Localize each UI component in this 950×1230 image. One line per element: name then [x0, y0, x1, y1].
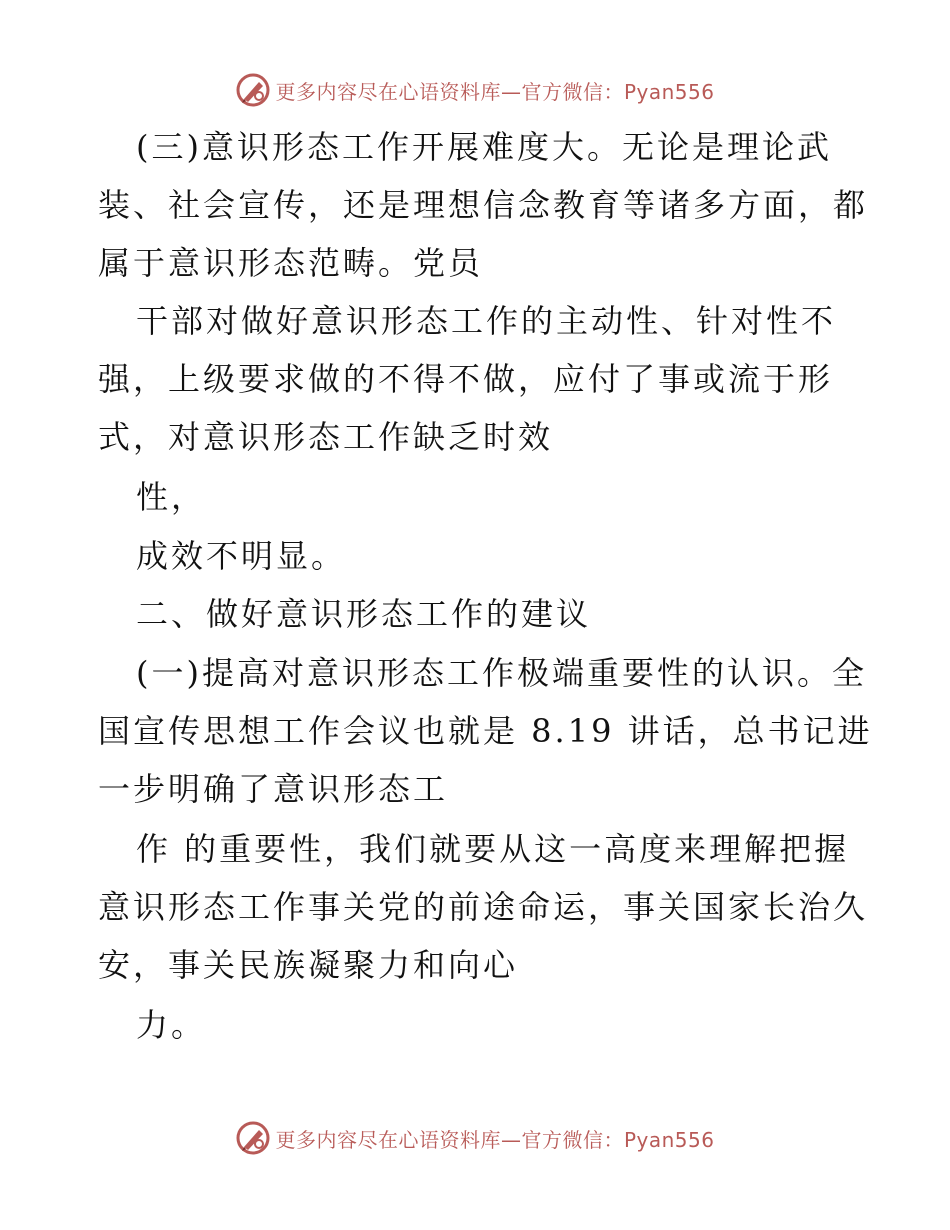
body-line: (一)提高对意识形态工作极端重要性的认识。全 — [136, 654, 867, 692]
body-line: 强，上级要求做的不得不做，应付了事或流于形 — [98, 360, 834, 398]
pen-logo-icon — [235, 1120, 271, 1156]
body-line: 安，事关民族凝聚力和向心 — [98, 946, 519, 984]
body-line: 干部对做好意识形态工作的主动性、针对性不 — [136, 302, 837, 340]
footer-banner — [0, 1118, 950, 1158]
header-banner-text: 更多内容尽在心语资料库—官方微信：Pyan556 — [275, 79, 715, 104]
footer-banner-text: 更多内容尽在心语资料库—官方微信：Pyan556 — [275, 1127, 715, 1152]
body-line: 性， — [136, 478, 207, 516]
body-line: (三)意识形态工作开展难度大。无论是理论武 — [136, 128, 832, 166]
body-line: 成效不明显。 — [136, 537, 347, 575]
body-line: 作 的重要性，我们就要从这一高度来理解把握 — [136, 830, 850, 868]
pen-logo-icon — [235, 72, 271, 108]
section-heading: 二、做好意识形态工作的建议 — [136, 595, 592, 633]
body-line: 一步明确了意识形态工 — [98, 770, 449, 808]
body-line: 装、社会宣传，还是理想信念教育等诸多方面，都 — [98, 186, 869, 224]
header-banner — [0, 70, 950, 110]
body-line: 意识形态工作事关党的前途命运，事关国家长治久 — [98, 888, 869, 926]
body-line: 国宣传思想工作会议也就是 8.19 讲话，总书记进 — [98, 712, 873, 750]
body-line: 属于意识形态范畴。党员 — [98, 244, 484, 282]
body-line: 式，对意识形态工作缺乏时效 — [98, 418, 554, 456]
body-line: 力。 — [136, 1006, 207, 1044]
